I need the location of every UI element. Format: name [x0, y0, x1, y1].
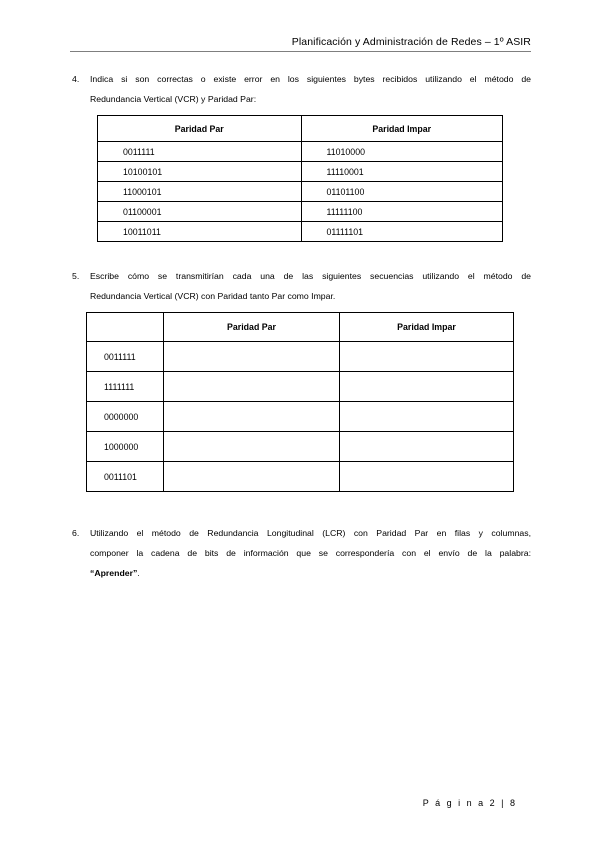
table-row — [98, 142, 503, 162]
sequence-cell: 0011101 — [87, 462, 164, 492]
answer-cell-even[interactable] — [164, 432, 340, 462]
sequence-cell: 1000000 — [87, 432, 164, 462]
answer-cell-even[interactable] — [164, 402, 340, 432]
sentence-end: . — [137, 568, 140, 578]
table-cell: 11000101 — [98, 182, 302, 202]
table-row — [87, 372, 514, 402]
answer-cell-even[interactable] — [164, 372, 340, 402]
column-header-even: Paridad Par — [164, 313, 340, 342]
table-row — [98, 162, 503, 182]
sequence-cell: 0000000 — [87, 402, 164, 432]
sequence-cell: 1111111 — [87, 372, 164, 402]
table-cell: 10100101 — [98, 162, 302, 182]
answer-cell-odd[interactable] — [340, 372, 514, 402]
question-text-line: Indica si son correctas o existe error en los siguientes bytes recibidos utilizando el método de — [90, 74, 531, 84]
question-6 — [68, 523, 531, 583]
table-cell: 11111100 — [301, 202, 503, 222]
header-divider — [70, 51, 531, 52]
answer-cell-even[interactable] — [164, 342, 340, 372]
table-row — [87, 432, 514, 462]
question-text-line — [90, 563, 531, 583]
table-cell: 01100001 — [98, 202, 302, 222]
answer-cell-odd[interactable] — [340, 432, 514, 462]
table-row — [87, 342, 514, 372]
parity-check-table — [97, 115, 503, 242]
question-number: 6. — [72, 528, 80, 538]
answer-cell-odd[interactable] — [340, 342, 514, 372]
table-cell: 01101100 — [301, 182, 503, 202]
sequence-cell: 0011111 — [87, 342, 164, 372]
table-header-row — [98, 116, 503, 142]
page-number: P á g i n a 2 | 8 — [422, 798, 517, 808]
column-header-odd: Paridad Impar — [340, 313, 514, 342]
table-row — [87, 402, 514, 432]
column-header-blank — [87, 313, 164, 342]
answer-cell-even[interactable] — [164, 462, 340, 492]
question-text-line: componer la cadena de bits de información que se correspondería con el envío de la palabra: — [90, 548, 531, 558]
column-header-odd: Paridad Impar — [301, 116, 503, 142]
target-word: “Aprender” — [90, 568, 138, 578]
table-cell: 11110001 — [301, 162, 503, 182]
parity-transmit-table — [86, 312, 514, 492]
answer-cell-odd[interactable] — [340, 402, 514, 432]
table-row — [98, 182, 503, 202]
question-text-line: Utilizando el método de Redundancia Longitudinal (LCR) con Paridad Par en filas y columnas, — [90, 528, 531, 538]
column-header-even: Paridad Par — [98, 116, 302, 142]
table-row — [98, 202, 503, 222]
table-header-row — [87, 313, 514, 342]
question-text-line: Redundancia Vertical (VCR) con Paridad tanto Par como Impar. — [90, 291, 336, 301]
question-text-line: Redundancia Vertical (VCR) y Paridad Par: — [90, 94, 257, 104]
question-number: 4. — [72, 74, 80, 84]
question-5 — [68, 266, 531, 306]
answer-cell-odd[interactable] — [340, 462, 514, 492]
table-row — [98, 222, 503, 242]
table-cell: 10011011 — [98, 222, 302, 242]
question-number: 5. — [72, 271, 80, 281]
table-row — [87, 462, 514, 492]
table-cell: 11010000 — [301, 142, 503, 162]
question-4 — [68, 69, 531, 109]
table-cell: 01111101 — [301, 222, 503, 242]
page-header: Planificación y Administración de Redes – 1º ASIR — [291, 36, 531, 48]
table-cell: 0011111 — [98, 142, 302, 162]
question-text-line: Escribe cómo se transmitirían cada una de las siguientes secuencias utilizando el método de — [90, 271, 531, 281]
